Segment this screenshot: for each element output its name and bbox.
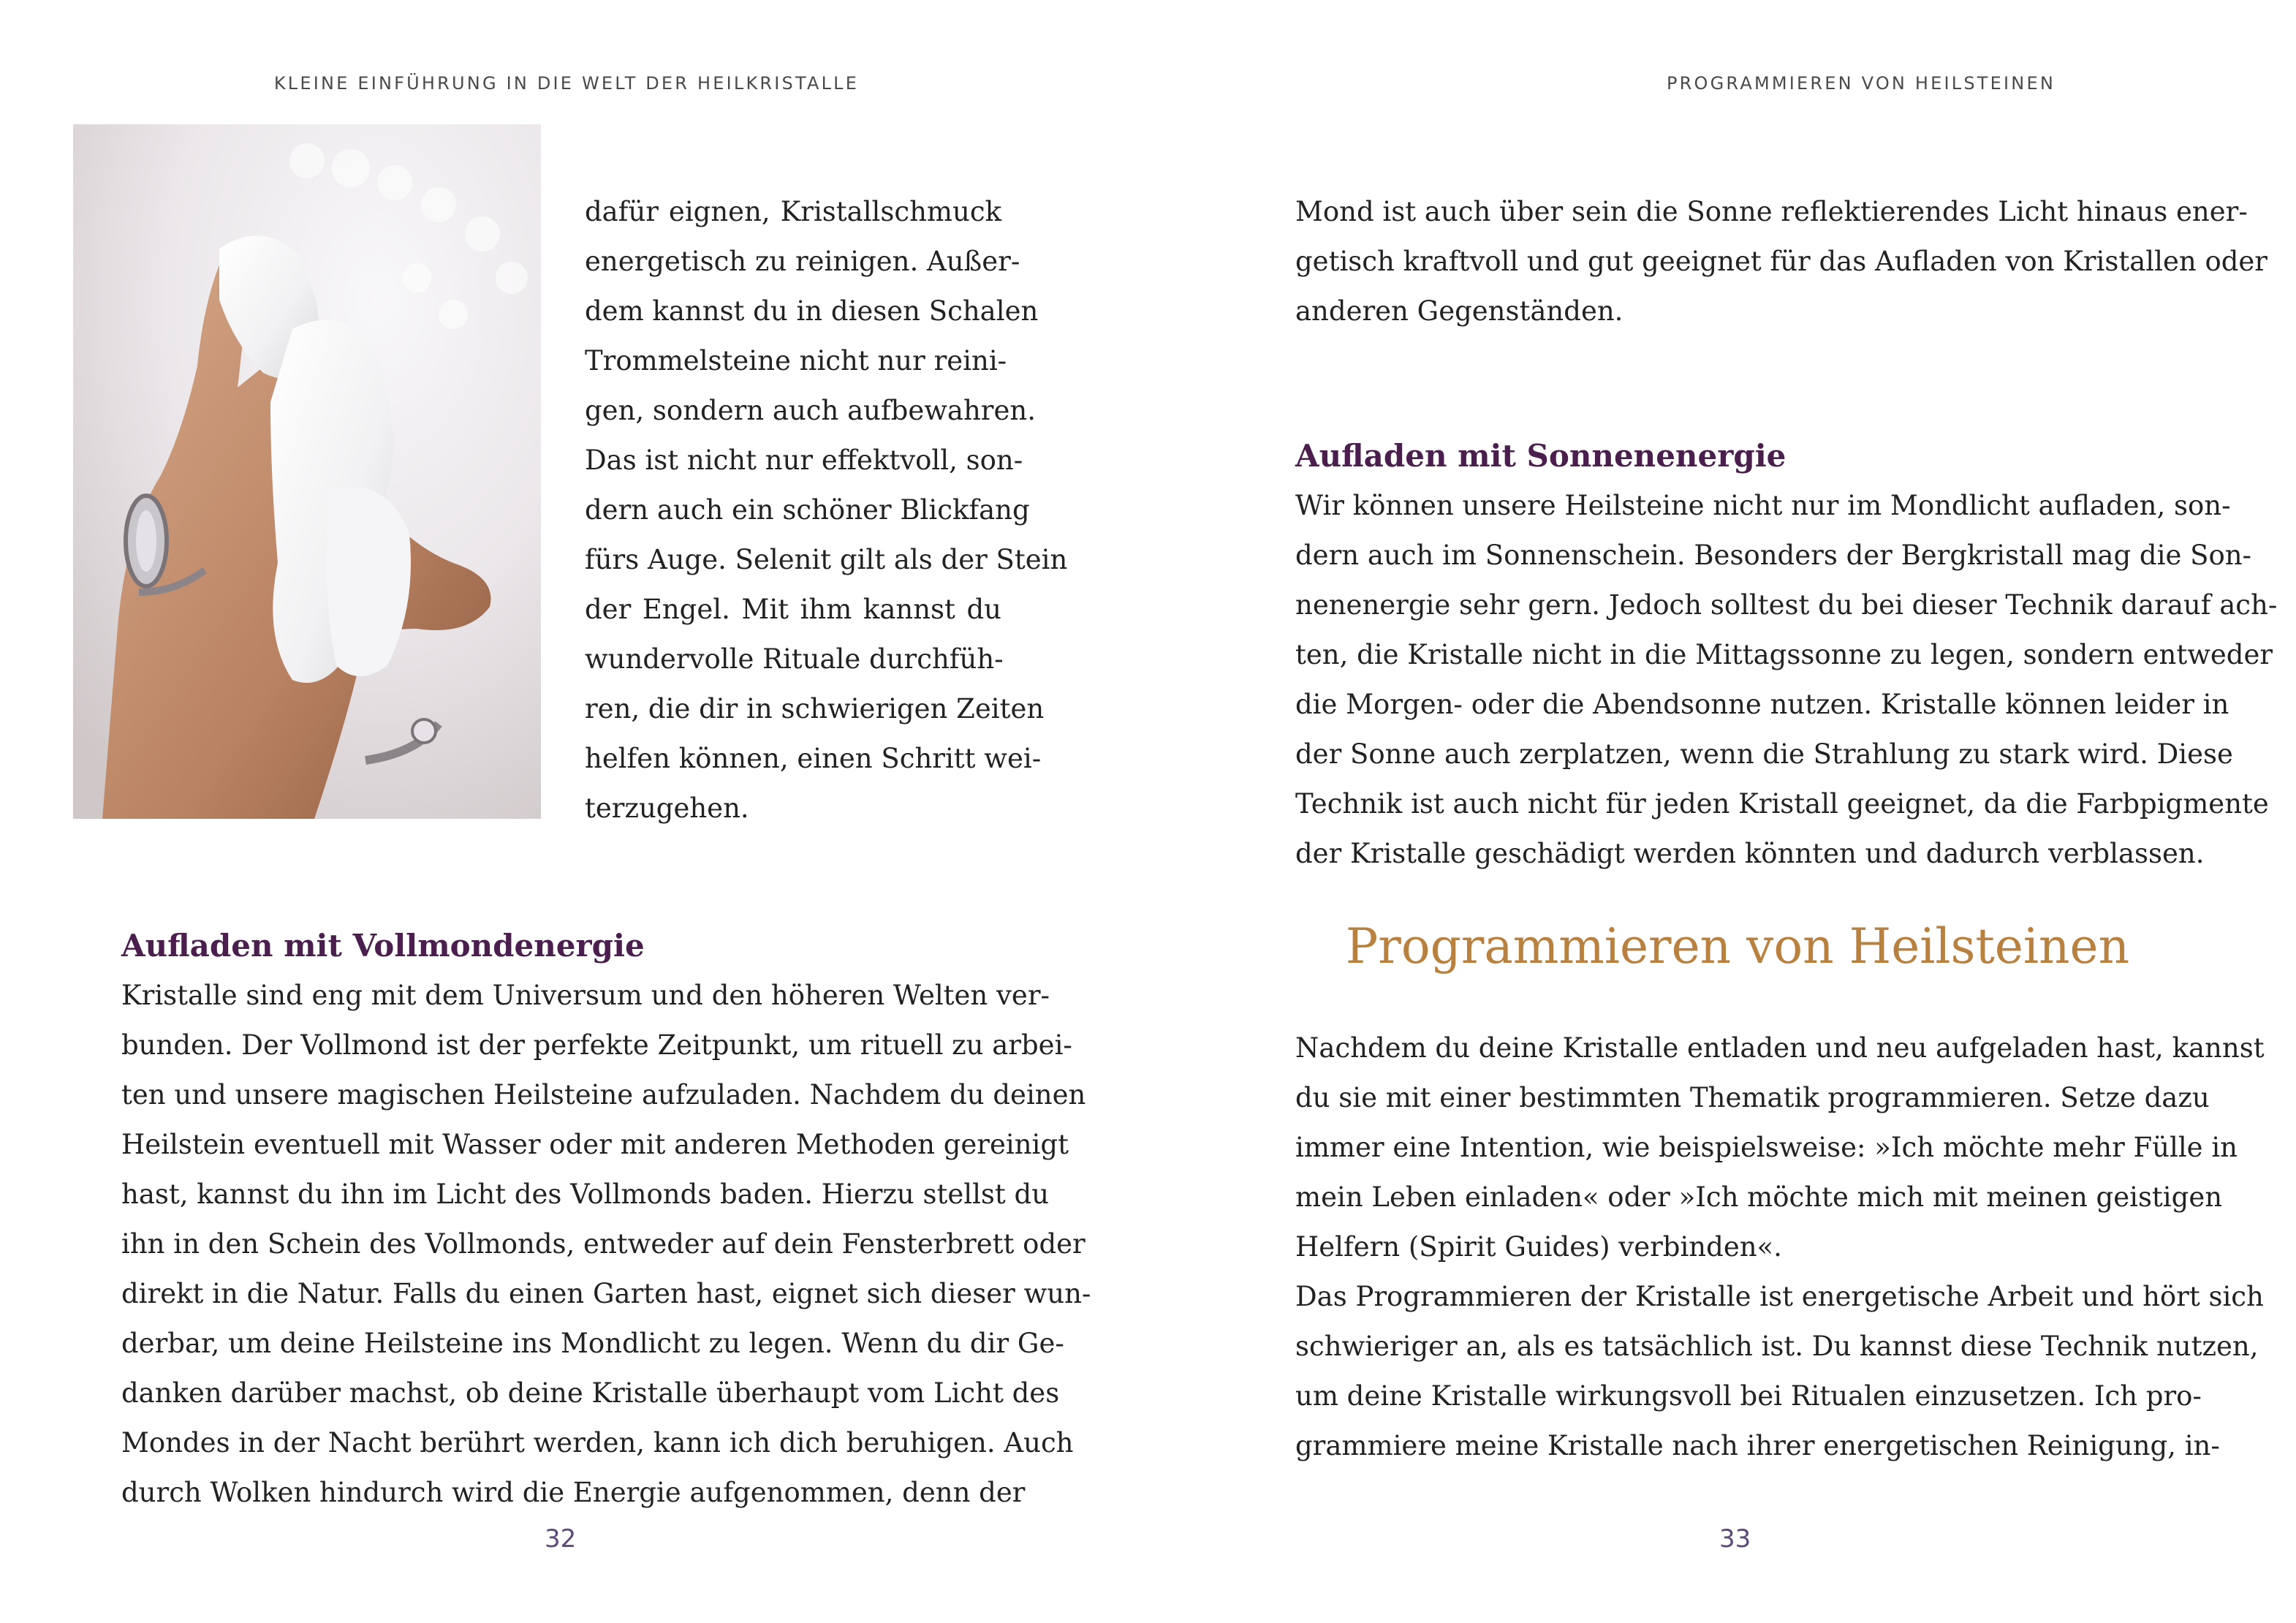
vollmond-section	[121, 921, 1091, 1518]
body-line: ten, die Kristalle nicht in die Mittagssonne zu legen, sondern entweder	[1295, 639, 2273, 670]
body-line: derbar, um deine Heilsteine ins Mondlicht zu legen. Wenn du dir Ge-	[121, 1328, 1064, 1359]
side-line: terzugehen.	[585, 792, 749, 824]
side-line: Das ist nicht nur effektvoll, son-	[585, 444, 1023, 476]
side-column-text	[585, 187, 1068, 833]
side-line: der Engel. Mit ihm kannst du	[585, 594, 1001, 625]
body-line: der Kristalle geschädigt werden könnten und dadurch verblassen.	[1295, 838, 2205, 869]
section-heading-vollmond: Aufladen mit Vollmondenergie	[121, 928, 645, 964]
body-line: grammiere meine Kristalle nach ihrer energetischen Reinigung, in-	[1295, 1430, 2220, 1461]
side-line: energetisch zu reinigen. Außer-	[585, 246, 1020, 277]
section-heading-sonne: Aufladen mit Sonnenenergie	[1295, 438, 1787, 474]
side-line: dem kannst du in diesen Schalen	[585, 295, 1039, 327]
running-head-left: KLEINE EINFÜHRUNG IN DIE WELT DER HEILKRISTALLE	[273, 73, 860, 94]
side-line: ren, die dir in schwierigen Zeiten	[585, 693, 1045, 725]
body-line: mein Leben einladen« oder »Ich möchte mich mit meinen geistigen	[1295, 1181, 2223, 1213]
body-line: hast, kannst du ihn im Licht des Vollmonds baden. Hierzu stellst du	[121, 1179, 1050, 1210]
body-line: Das Programmieren der Kristalle ist energetische Arbeit und hört sich	[1295, 1281, 2264, 1312]
body-line: Kristalle sind eng mit dem Universum und den höheren Welten ver-	[121, 980, 1050, 1011]
chapter-heading: Programmieren von Heilsteinen	[1345, 918, 2130, 975]
body-line: danken darüber machst, ob deine Kristalle überhaupt vom Licht des	[121, 1377, 1060, 1409]
body-line: dern auch im Sonnenschein. Besonders der Bergkristall mag die Son-	[1295, 540, 2252, 571]
side-line: helfen können, einen Schritt wei-	[585, 743, 1042, 774]
body-line: nenenergie sehr gern. Jedoch solltest du bei dieser Technik darauf ach-	[1295, 589, 2278, 621]
body-line: Mond ist auch über sein die Sonne reflektierendes Licht hinaus ener-	[1295, 196, 2248, 227]
body-line: immer eine Intention, wie beispielsweise: »Ich möchte mehr Fülle in	[1295, 1132, 2238, 1163]
photo-illustration	[73, 124, 541, 819]
body-line: schwieriger an, als es tatsächlich ist. Du kannst diese Technik nutzen,	[1295, 1331, 2259, 1362]
side-line: wundervolle Rituale durchfüh-	[585, 643, 1004, 675]
body-line: Wir können unsere Heilsteine nicht nur im Mondlicht aufladen, son-	[1295, 490, 2231, 521]
programmieren-text	[1295, 1024, 2265, 1471]
page-number-right: 33	[1719, 1524, 1751, 1554]
sonnen-section	[1295, 431, 2278, 879]
page-number-left: 32	[545, 1524, 577, 1554]
side-line: Trommelsteine nicht nur reini-	[585, 345, 1007, 377]
body-line: ihn in den Schein des Vollmonds, entweder auf dein Fensterbrett oder	[121, 1228, 1086, 1260]
side-line: fürs Auge. Selenit gilt als der Stein	[585, 544, 1068, 575]
body-line: die Morgen- oder die Abendsonne nutzen. Kristalle können leider in	[1295, 689, 2229, 720]
selenite-hand-photo	[73, 124, 541, 819]
side-line: gen, sondern auch aufbewahren.	[585, 395, 1036, 426]
body-line: Helfern (Spirit Guides) verbinden«.	[1295, 1231, 1782, 1263]
body-line: direkt in die Natur. Falls du einen Garten hast, eignet sich dieser wun-	[121, 1278, 1091, 1309]
body-line: der Sonne auch zerplatzen, wenn die Strahlung zu stark wird. Diese	[1295, 738, 2233, 770]
body-line: getisch kraftvoll und gut geeignet für das Aufladen von Kristallen oder	[1295, 246, 2267, 277]
running-head-right: PROGRAMMIEREN VON HEILSTEINEN	[1667, 73, 2056, 94]
body-line: um deine Kristalle wirkungsvoll bei Ritualen einzusetzen. Ich pro-	[1295, 1380, 2202, 1412]
body-line: bunden. Der Vollmond ist der perfekte Zeitpunkt, um rituell zu arbei-	[121, 1029, 1072, 1061]
side-line: dern auch ein schöner Blickfang	[585, 494, 1030, 526]
side-line: dafür eignen, Kristallschmuck	[585, 196, 1001, 227]
body-line: Mondes in der Nacht berührt werden, kann ich dich beruhigen. Auch	[121, 1427, 1074, 1459]
body-line: ten und unsere magischen Heilsteine aufzuladen. Nachdem du deinen	[121, 1079, 1086, 1111]
body-line: anderen Gegenständen.	[1295, 295, 1624, 327]
body-line: Nachdem du deine Kristalle entladen und neu aufgeladen hast, kannst	[1295, 1032, 2265, 1064]
body-line: durch Wolken hindurch wird die Energie aufgenommen, denn der	[121, 1477, 1026, 1508]
body-line: du sie mit einer bestimmten Thematik programmieren. Setze dazu	[1295, 1082, 2210, 1113]
body-line: Heilstein eventuell mit Wasser oder mit anderen Methoden gereinigt	[121, 1129, 1069, 1160]
continued-text	[1295, 187, 2267, 336]
body-line: Technik ist auch nicht für jeden Kristall geeignet, da die Farbpigmente	[1295, 788, 2269, 820]
